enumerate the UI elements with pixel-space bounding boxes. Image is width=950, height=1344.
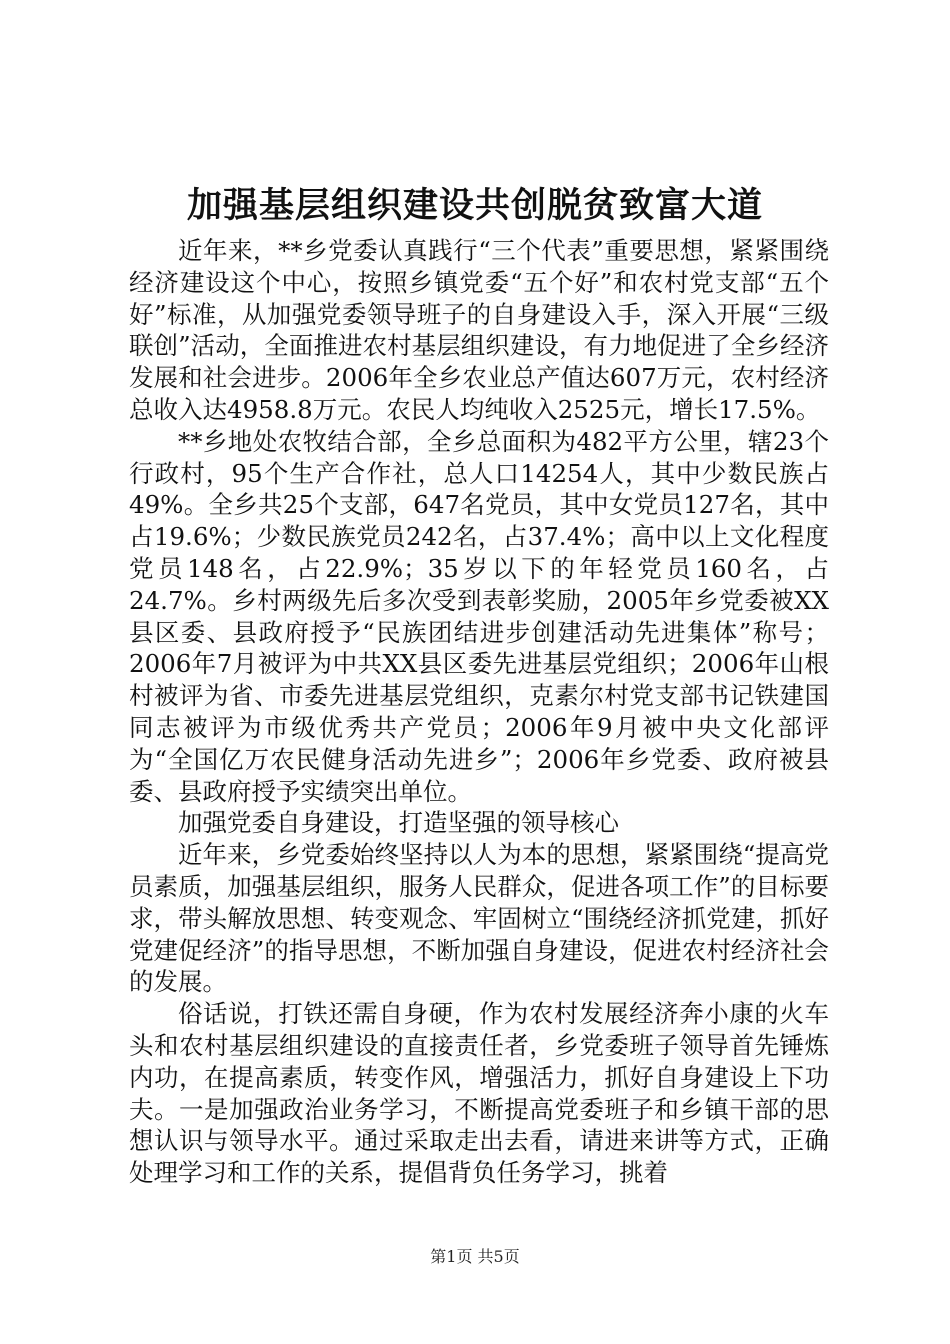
- page-number-footer: 第1页 共5页: [430, 1247, 520, 1266]
- paragraph-overview: **乡地处农牧结合部，全乡总面积为482平方公里，辖23个行政村，95个生产合作社，总人口14254人，其中少数民族占49%。全乡共25个支部，647名党员，其中女党员127名，其中占19.6%；少数民族党员242名，占37.4%；高中以上文化程度党员148名，占22.9%；35岁以下的年轻党员160名，占24.7%。乡村两级先后多次受到表彰奖励，2005年乡党委被XX县区委、县政府授予“民族团结进步创建活动先进集体”称号；2006年7月被评为中共XX县区委先进基层党组织；2006年山根村被评为省、市委先进基层党组织，克素尔村党支部书记铁建国同志被评为市级优秀共产党员；2006年9月被中央文化部评为“全国亿万农民健身活动先进乡”；2006年乡党委、政府被县委、县政府授予实绩突出单位。: [129, 426, 829, 806]
- section-heading: 加强党委自身建设，打造坚强的领导核心: [178, 808, 619, 838]
- paragraph-intro: 近年来，**乡党委认真践行“三个代表”重要思想，紧紧围绕经济建设这个中心，按照乡镇党委“五个好”和农村党支部“五个好”标准，从加强党委领导班子的自身建设入手，深入开展“三级联创”活动，全面推进农村基层组织建设，有力地促进了全乡经济发展和社会进步。2006年全乡农业总产值达607万元，农村经济总收入达4958.8万元。农民人均纯收入2525元，增长17.5%。: [129, 236, 829, 424]
- document-body: [129, 235, 829, 1189]
- document-title: 加强基层组织建设共创脱贫致富大道: [186, 185, 763, 226]
- paragraph-party-building: 近年来，乡党委始终坚持以人为本的思想，紧紧围绕“提高党员素质，加强基层组织，服务人民群众，促进各项工作”的目标要求，带头解放思想、转变观念、牢固树立“围绕经济抓党建，抓好党建促经济”的指导思想，不断加强自身建设，促进农村经济社会的发展。: [129, 840, 829, 997]
- paragraph-self-building: 俗话说，打铁还需自身硬，作为农村发展经济奔小康的火车头和农村基层组织建设的直接责任者，乡党委班子领导首先锤炼内功，在提高素质，转变作风，增强活力，抓好自身建设上下功夫。一是加强政治业务学习，不断提高党委班子和乡镇干部的思想认识与领导水平。通过采取走出去看，请进来讲等方式，正确处理学习和工作的关系，提倡背负任务学习，挑着: [129, 999, 829, 1188]
